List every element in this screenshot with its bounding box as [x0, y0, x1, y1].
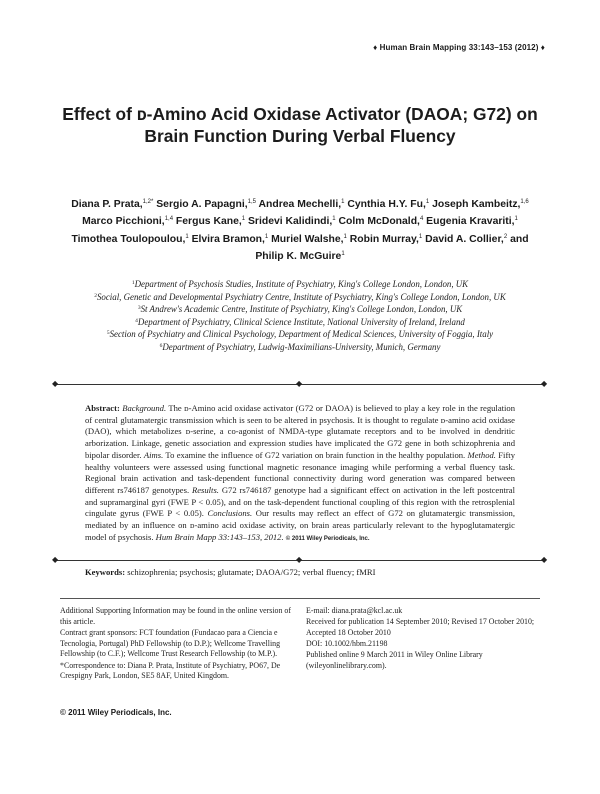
author-affiliation-marker: 1: [241, 216, 246, 223]
affiliation: [80, 328, 520, 341]
author-name: Cynthia H.Y. Fu,: [347, 199, 426, 210]
abstract-lead: Abstract:: [85, 403, 120, 413]
author-affiliation-marker: 4: [419, 216, 424, 223]
footnotes-right: [306, 606, 540, 672]
keywords: [85, 566, 515, 578]
diamond-ornament-icon: ◆: [296, 379, 303, 388]
affiliation-number: 4: [135, 317, 138, 324]
diamond-ornament-icon: ◆: [52, 555, 59, 564]
affiliation-number: 5: [106, 330, 110, 336]
diamond-ornament-icon: ◆: [541, 555, 548, 564]
diamond-ornament-icon: ◆: [52, 379, 59, 388]
footnote-paragraph: E-mail: diana.prata@kcl.ac.uk: [306, 606, 403, 615]
author-affiliation-marker: 1: [343, 233, 347, 240]
results-label: Results.: [191, 484, 219, 495]
author-affiliation-marker: 1,6: [520, 199, 529, 205]
author-name: Sridevi Kalidindi,: [247, 216, 333, 228]
method-label: Method.: [467, 449, 496, 460]
author: [192, 234, 269, 245]
author: [71, 234, 188, 245]
author-name: Diana P. Prata,: [71, 199, 143, 210]
author-affiliation-marker: 1,2*: [142, 199, 154, 205]
conclusions-label: Conclusions.: [207, 508, 253, 519]
affiliation: [80, 291, 520, 304]
abstract: [85, 403, 515, 545]
footnote-paragraph: *Correspondence to: Diana P. Prata, Institute of Psychiatry, PO67, De Crespigny Park, London, SE5 8AF, United Kingdom.: [60, 660, 281, 681]
footnote-paragraph: Contract grant sponsors: FCT foundation (Fundacao para a Ciencia e Tecnologia, Portugal) PhD Fellowship (to D.P.); Wellcome Travelling Fellowship (to C.F.); Wellcome Trust Research Fellowship (to M.P.).: [60, 627, 281, 659]
diamond-ornament-icon: ◆: [296, 555, 303, 564]
author: [71, 199, 153, 210]
author-name: Muriel Walshe,: [271, 233, 344, 245]
diamond-ornament-icon: ◆: [541, 379, 548, 388]
author-name: Colm McDonald,: [338, 216, 420, 228]
author-name: Fergus Kane,: [175, 216, 242, 228]
footnote-divider: [60, 598, 540, 599]
running-head: ♦ Human Brain Mapping 33:143–153 (2012) ♦: [373, 43, 545, 52]
author-affiliation-marker: 1: [185, 233, 189, 240]
affiliation-text: Section of Psychiatry and Clinical Psychology, Department of Medical Sciences, University of Foggia, Italy: [109, 329, 494, 339]
author-affiliation-marker: 1: [341, 251, 345, 258]
author-name: and Philip K. McGuire: [255, 233, 529, 263]
author-name: Sergio A. Papagni,: [156, 199, 248, 210]
author-affiliation-marker: 2: [503, 233, 508, 240]
affiliation-text: Department of Psychiatry, Ludwig-Maximilians-University, Munich, Germany: [162, 341, 441, 352]
article-title: Effect of ᴅ-Amino Acid Oxidase Activator (DAOA; G72) on Brain Function During Verbal Fluency: [62, 104, 538, 146]
affiliation: [80, 303, 520, 316]
background-label: Background.: [122, 403, 167, 413]
affiliation-number: 3: [137, 305, 141, 311]
affiliation: [80, 316, 520, 329]
affiliation-text: St Andrew's Academic Centre, Institute of Psychiatry, King's College London, London, UK: [140, 304, 463, 314]
author-name: Marco Picchioni,: [82, 216, 165, 228]
affiliation-text: Department of Psychosis Studies, Institute of Psychiatry, King's College London, London, UK: [134, 279, 469, 289]
keywords-text: schizophrenia; psychosis; glutamate; DAOA/G72; verbal fluency; fMRI: [127, 567, 376, 577]
author-name: Andrea Mechelli,: [258, 199, 342, 210]
conclusions-text: Our results may reflect an effect of G72 on glutamatergic transmission, mediated by an influence on ᴅ-amino acid oxidase activity, on brain areas particularly relevant to the hypoglutamatergic model of psychosis.: [85, 508, 515, 542]
affiliation: [80, 341, 520, 354]
author-affiliation-marker: 1,4: [164, 216, 174, 223]
affiliation-number: 6: [159, 342, 163, 349]
affiliation-number: 1: [131, 280, 135, 286]
footnote-paragraph: Received for publication 14 September 2010; Revised 17 October 2010; Accepted 18 October 2010: [306, 617, 535, 637]
author: [248, 216, 336, 227]
author: [156, 199, 256, 210]
author: [82, 216, 173, 227]
author: [259, 199, 345, 210]
author-name: Robin Murray,: [349, 233, 419, 245]
citation: Hum Brain Mapp 33:143–153, 2012.: [155, 531, 284, 542]
author: [347, 199, 429, 210]
author-name: David A. Collier,: [425, 233, 504, 245]
footnotes-left: [60, 606, 294, 682]
affiliation-number: 2: [94, 292, 97, 299]
author-list: [60, 196, 540, 266]
author-name: Elvira Bramon,: [191, 233, 265, 245]
author: [350, 234, 422, 245]
author-name: Eugenia Kravariti,: [426, 216, 515, 228]
author: [271, 234, 347, 245]
author: [426, 216, 518, 227]
aims-text: To examine the influence of G72 variation on brain function in the healthy population.: [165, 449, 466, 460]
keywords-lead: Keywords:: [85, 567, 126, 577]
author: [339, 216, 424, 227]
author-affiliation-marker: 1: [332, 216, 336, 223]
author-affiliation-marker: 1: [418, 233, 423, 240]
footnote-paragraph: Additional Supporting Information may be found in the online version of this article.: [60, 606, 291, 626]
author: [425, 234, 507, 245]
affiliation: [80, 278, 520, 291]
affiliation-list: [80, 278, 520, 353]
author: [432, 199, 529, 210]
method-text: Fifty healthy volunteers were assessed using functional magnetic resonance imaging while performing a verbal fluency task. Regional brain activation and task-dependent functional connectivity during word generation was compared between different rs746187 genotypes.: [85, 449, 515, 495]
author-affiliation-marker: 1: [341, 199, 345, 205]
author-affiliation-marker: 1: [264, 233, 269, 240]
author: [176, 216, 245, 227]
affiliation-text: Department of Psychiatry, Clinical Science Institute, National University of Ireland, Ireland: [137, 316, 465, 327]
abstract-copyright: © 2011 Wiley Periodicals, Inc.: [285, 535, 370, 542]
author-name: Joseph Kambeitz,: [432, 199, 521, 210]
footnote-paragraph: DOI: 10.1002/hbm.21198: [306, 639, 388, 649]
author-affiliation-marker: 1: [514, 216, 518, 223]
page-copyright: © 2011 Wiley Periodicals, Inc.: [60, 708, 172, 717]
footnote-paragraph: Published online 9 March 2011 in Wiley Online Library (wileyonlinelibrary.com).: [306, 650, 483, 671]
background-text: The ᴅ-Amino acid oxidase activator (G72 or DAOA) is believed to play a key role in the regulation of central glutamatergic transmission which is seen to be altered in psychosis. It is thought to regulate ᴅ-amino acid oxidase (DAO), which metabolizes ᴅ-serine, a co-agonist of NMDA-type glutamate receptors and to be involved in dendritic arborization. Linkage, genetic association and expression studies have implicated the G72 gene in both schizophrenia and bipolar disorder.: [85, 403, 516, 460]
results-text: G72 rs746187 genotype had a significant effect on activation in the left postcentral and supramarginal gyri (FWE P < 0.05), and on the task-dependent functional coupling of this region with the retrosplenial cingulate gyrus (FWE P < 0.05).: [85, 484, 515, 519]
author-name: Timothea Toulopoulou,: [71, 233, 186, 245]
affiliation-text: Social, Genetic and Developmental Psychiatry Centre, Institute of Psychiatry, King's College London, London, UK: [96, 291, 506, 302]
aims-label: Aims.: [143, 449, 164, 460]
author-affiliation-marker: 1: [425, 199, 430, 205]
author-affiliation-marker: 1,5: [247, 199, 256, 205]
